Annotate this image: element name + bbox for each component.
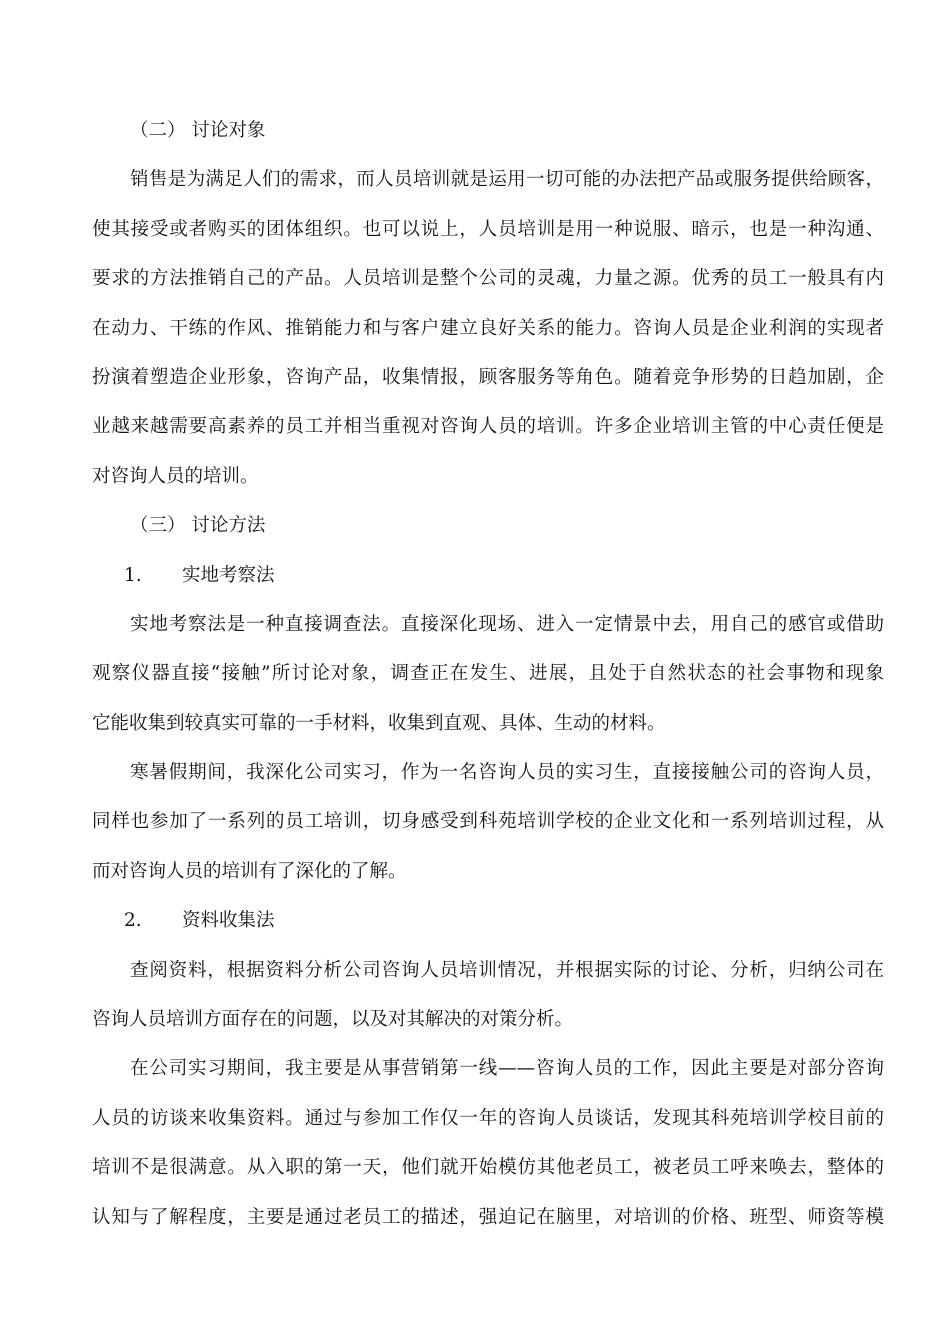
- paragraph-research-object: [92, 155, 884, 501]
- paragraph-line: 认知与了解程度，主要是通过老员工的描述，强迫记在脑里，对培训的价格、班型、师资等模: [92, 1206, 884, 1228]
- paragraph-line: 观察仪器直接“接触”所讨论对象，调查正在发生、进展，且处于自然状态的社会事物和现象: [92, 663, 884, 685]
- section-heading-research-method: （三） 讨论方法: [130, 515, 266, 537]
- paragraph-line: 寒暑假期间，我深化公司实习，作为一名咨询人员的实习生，直接接触公司的咨询人员，: [130, 762, 884, 784]
- subsection-heading-data-collection: [92, 896, 884, 945]
- paragraph-line: 销售是为满足人们的需求，而人员培训就是运用一切可能的办法把产品或服务提供给顾客，: [130, 169, 884, 191]
- paragraph-line: 它能收集到较真实可靠的一手材料，收集到直观、具体、生动的材料。: [92, 712, 666, 734]
- subsection-number: 2.: [124, 910, 142, 932]
- paragraph-line: 对咨询人员的培训。: [92, 465, 259, 487]
- paragraph-field-study-experience: [92, 748, 884, 896]
- paragraph-line: 咨询人员培训方面存在的问题，以及对其解决的对策分析。: [92, 1009, 574, 1031]
- paragraph-data-collection-definition: [92, 946, 884, 1045]
- paragraph-data-collection-interviews: [92, 1044, 884, 1242]
- section-heading-research-object: （二） 讨论对象: [130, 120, 266, 141]
- paragraph-line: 在公司实习期间，我主要是从事营销第一线——咨询人员的工作，因此主要是对部分咨询: [130, 1058, 884, 1080]
- paragraph-line: 使其接受或者购买的团体组织。也可以说上，人员培训是用一种说服、暗示，也是一种沟通、: [92, 218, 884, 240]
- subsection-heading-field-study: [92, 551, 884, 600]
- subsection-title: 资料收集法: [182, 910, 275, 932]
- paragraph-line: 实地考察法是一种直接调查法。直接深化现场、进入一定情景中去，用自己的感官或借助: [130, 613, 884, 635]
- paragraph-line: 人员的访谈来收集资料。通过与参加工作仅一年的咨询人员谈话，发现其科苑培训学校目前的: [92, 1107, 884, 1129]
- paragraph-line: 扮演着塑造企业形象，咨询产品，收集情报，顾客服务等角色。随着竞争形势的日趋加剧，企: [92, 366, 884, 388]
- paragraph-line: 而对咨询人员的培训有了深化的了解。: [92, 860, 407, 882]
- subsection-number: 1.: [124, 564, 142, 586]
- paragraph-line: 要求的方法推销自己的产品。人员培训是整个公司的灵魂，力量之源。优秀的员工一般具有内: [92, 268, 884, 290]
- paragraph-line: 查阅资料，根据资料分析公司咨询人员培训情况，并根据实际的讨论、分析，归纳公司在: [130, 959, 884, 981]
- paragraph-field-study-definition: [92, 600, 884, 748]
- paragraph-line: 在动力、干练的作风、推销能力和与客户建立良好关系的能力。咨询人员是企业利润的实现者: [92, 317, 884, 339]
- paragraph-line: 同样也参加了一系列的员工培训，切身感受到科苑培训学校的企业文化和一系列培训过程，从: [92, 811, 884, 833]
- document-body: [92, 106, 884, 1242]
- paragraph-line: 培训不是很满意。从入职的第一天，他们就开始模仿其他老员工，被老员工呼来唤去，整体的: [92, 1157, 884, 1179]
- subsection-title: 实地考察法: [182, 564, 275, 586]
- paragraph-line: 业越来越需要高素养的员工并相当重视对咨询人员的培训。许多企业培训主管的中心责任便是: [92, 416, 884, 438]
